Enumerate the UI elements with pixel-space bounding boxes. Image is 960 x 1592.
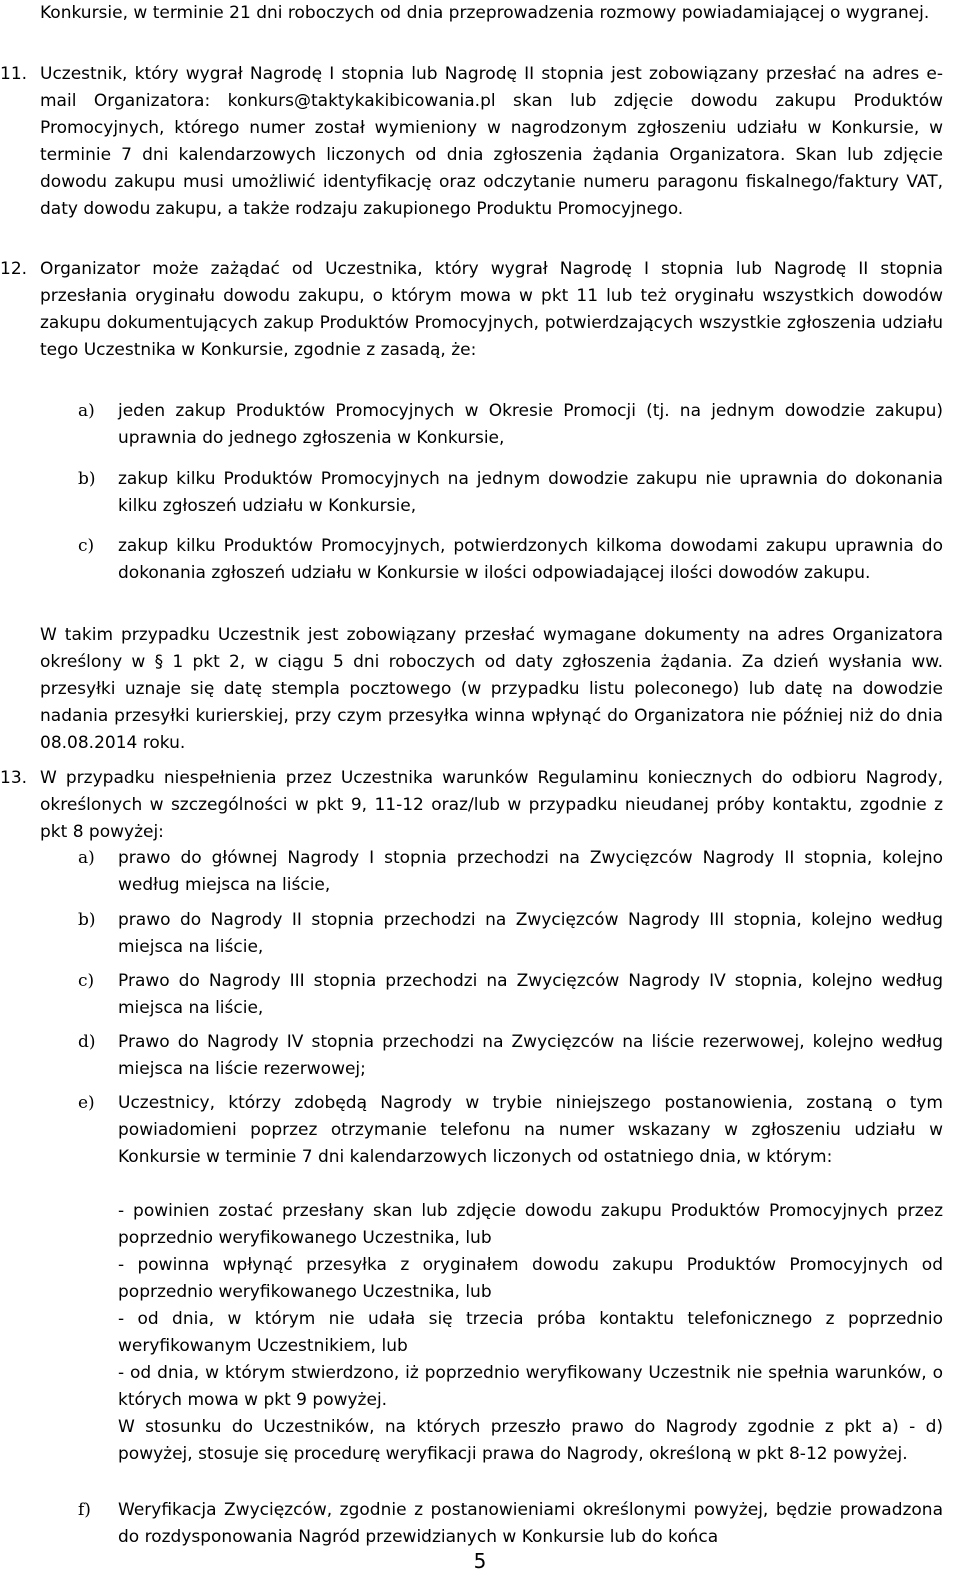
list-letter: a) [78, 401, 95, 421]
section-text: Uczestnik, który wygrał Nagrodę I stopnia lub Nagrodę II stopnia jest zobowiązany przesłać na adres e-mail Organizatora: konkurs@taktykakibicowania.pl skan lub zdjęcie dowodu zakupu Produktów Promocyjnych, którego numer został wymieniony w nagrodzonym zgłoszeniu udziału w Konkursie, w terminie 7 dni kalendarzowych liczonych od dnia zgłoszenia żądania Organizatora. Skan lub zdjęcie dowodu zakupu musi umożliwić identyfikację oraz odczytanie numeru paragonu fiskalnego/faktury VAT, daty dowodu zakupu, a także rodzaju zakupionego Produktu Promocyjnego. [40, 64, 943, 219]
list-letter: e) [78, 1093, 95, 1113]
section-12-followup: W takim przypadku Uczestnik jest zobowiązany przesłać wymagane dokumenty na adres Organizatora określony w § 1 pkt 2, w ciągu 5 dni roboczych od daty zgłoszenia żądania. Za dzień wysłania ww. przesyłki uznaje się datę stempla pocztowego (w przypadku listu poleconego) lub datę na dowodzie nadania przesyłki kurierskiej, przy czym przesyłka winna wpłynąć do Organizatora nie później niż do dnia 08.08.2014 roku. [40, 625, 943, 753]
list-letter: c) [78, 971, 95, 991]
dash-item: - powinien zostać przesłany skan lub zdjęcie dowodu zakupu Produktów Promocyjnych przez poprzednio weryfikowanego Uczestnika, lub [118, 1201, 943, 1248]
list-text: Prawo do Nagrody III stopnia przechodzi na Zwycięzców Nagrody IV stopnia, kolejno według miejsca na liście, [118, 971, 943, 1018]
list-letter: b) [78, 469, 96, 489]
list-letter: f) [78, 1500, 91, 1520]
list-text: Weryfikacja Zwycięzców, zgodnie z postanowieniami określonymi powyżej, będzie prowadzona do rozdysponowania Nagród przewidzianych w Konkursie lub do końca [118, 1500, 943, 1547]
section-text: Organizator może zażądać od Uczestnika, który wygrał Nagrodę I stopnia lub Nagrodę II stopnia przesłania oryginału dowodu zakupu, o którym mowa w pkt 11 lub też oryginału wszystkich dowodów zakupu dokumentujących zakup Produktów Promocyjnych, potwierdzających wszystkie zgłoszenia udziału tego Uczestnika w Konkursie, zgodnie z zasadą, że: [40, 259, 943, 360]
list-text: prawo do Nagrody II stopnia przechodzi na Zwycięzców Nagrody III stopnia, kolejno według miejsca na liście, [118, 910, 943, 957]
list-text: Prawo do Nagrody IV stopnia przechodzi na Zwycięzców na liście rezerwowej, kolejno według miejsca na liście rezerwowej; [118, 1032, 943, 1079]
section-number: 11. [0, 64, 28, 84]
list-letter: b) [78, 910, 96, 930]
list-text: zakup kilku Produktów Promocyjnych na jednym dowodzie zakupu nie uprawnia do dokonania kilku zgłoszeń udziału w Konkursie, [118, 469, 943, 516]
intro-paragraph: Konkursie, w terminie 21 dni roboczych od dnia przeprowadzenia rozmowy powiadamiającej o wygranej. [40, 3, 930, 23]
section-number: 12. [0, 259, 28, 279]
list-text: Uczestnicy, którzy zdobędą Nagrody w trybie niniejszego postanowienia, zostaną o tym powiadomieni poprzez otrzymanie telefonu na numer wskazany w zgłoszeniu udziału w Konkursie w terminie 7 dni kalendarzowych liczonych od ostatniego dnia, w którym: [118, 1093, 943, 1167]
section-text: W przypadku niespełnienia przez Uczestnika warunków Regulaminu koniecznych do odbioru Nagrody, określonych w szczególności w pkt 9, 11-12 oraz/lub w przypadku nieudanej próby kontaktu, zgodnie z pkt 8 powyżej: [40, 768, 943, 842]
section-13-note: W stosunku do Uczestników, na których przeszło prawo do Nagrody zgodnie z pkt a) - d) powyżej, stosuje się procedurę weryfikacji prawa do Nagrody, określoną w pkt 8-12 powyżej. [118, 1417, 943, 1464]
list-text: jeden zakup Produktów Promocyjnych w Okresie Promocji (tj. na jednym dowodzie zakupu) uprawnia do jednego zgłoszenia w Konkursie, [118, 401, 943, 448]
list-letter: c) [78, 536, 95, 556]
list-letter: a) [78, 848, 95, 868]
list-text: prawo do głównej Nagrody I stopnia przechodzi na Zwycięzców Nagrody II stopnia, kolejno według miejsca na liście, [118, 848, 943, 895]
dash-item: - powinna wpłynąć przesyłka z oryginałem dowodu zakupu Produktów Promocyjnych od poprzednio weryfikowanego Uczestnika, lub [118, 1255, 943, 1302]
list-letter: d) [78, 1032, 96, 1052]
dash-item: - od dnia, w którym stwierdzono, iż poprzednio weryfikowany Uczestnik nie spełnia warunków, o których mowa w pkt 9 powyżej. [118, 1363, 943, 1410]
page-number: 5 [473, 1549, 487, 1573]
section-number: 13. [0, 768, 28, 788]
list-text: zakup kilku Produktów Promocyjnych, potwierdzonych kilkoma dowodami zakupu uprawnia do dokonania zgłoszeń udziału w Konkursie w ilości odpowiadającej ilości dowodów zakupu. [118, 536, 943, 583]
dash-item: - od dnia, w którym nie udała się trzecia próba kontaktu telefonicznego z poprzednio weryfikowanym Uczestnikiem, lub [118, 1309, 943, 1356]
